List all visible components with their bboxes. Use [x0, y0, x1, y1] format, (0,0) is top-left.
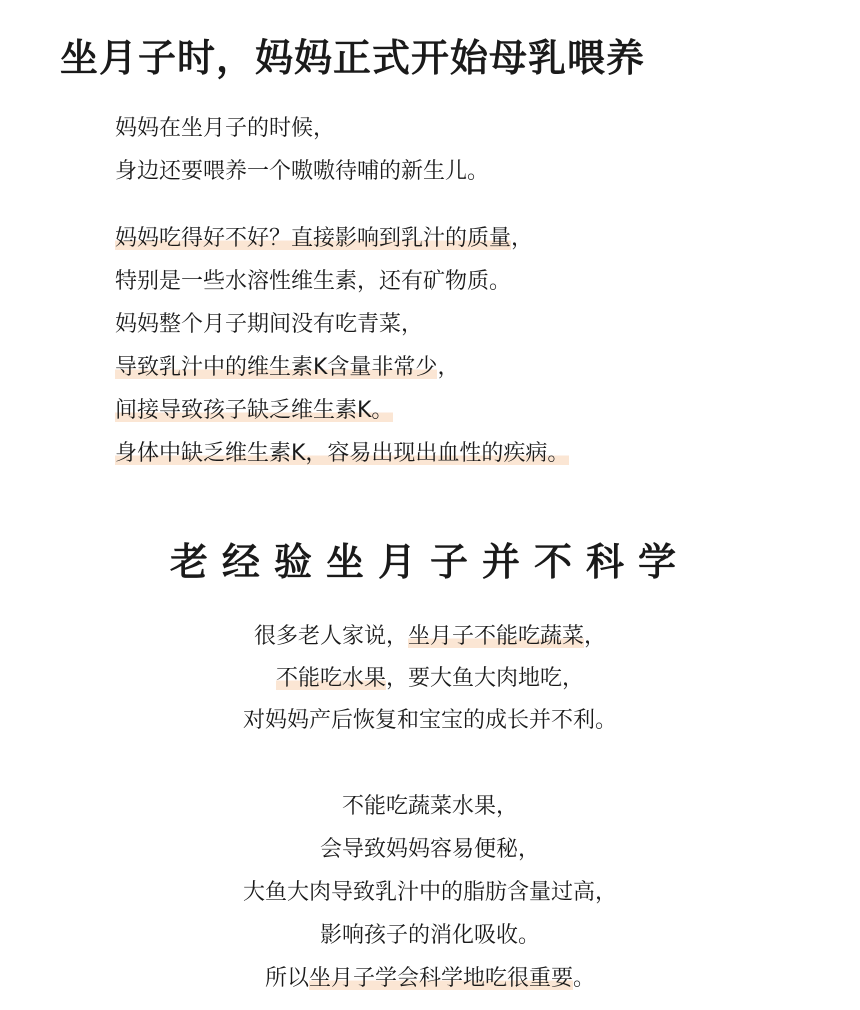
line-text: 特别是一些水溶性维生素，还有矿物质。: [115, 269, 512, 294]
line-text: 影响孩子的消化吸收。: [319, 923, 540, 948]
highlighted-text: 坐月子学会科学地吃很重要: [308, 966, 573, 991]
section2-para2-line-5: [0, 962, 860, 996]
line-text: 身边还要喂养一个嗷嗷待哺的新生儿。: [115, 159, 490, 184]
line-text: 大鱼大肉导致乳汁中的脂肪含量过高，: [242, 880, 617, 905]
section1-para2-line-5: [115, 394, 393, 428]
section1-para2-line-1: [115, 222, 533, 256]
highlighted-text: 不能吃水果: [275, 666, 386, 691]
highlighted-text: 间接导致孩子缺乏维生素K。: [115, 398, 394, 423]
section2-heading: 老经验坐月子并不科学: [169, 539, 690, 584]
section2-para2-line-1: [0, 790, 860, 824]
section1-para2-line-6: [115, 437, 569, 471]
section1-para2-line-4: [115, 351, 459, 385]
section1-para1-line-2: [115, 155, 489, 189]
line-tail-text: ，: [437, 355, 460, 380]
section1-para2-line-3: [115, 308, 423, 342]
line-tail-text: ，要大鱼大肉地吃，: [386, 666, 585, 691]
line-tail-text: 。: [573, 966, 596, 991]
section1-heading: 坐月子时，妈妈正式开始母乳喂养: [60, 35, 646, 80]
line-text: 妈妈在坐月子的时候，: [115, 116, 336, 141]
section2-para1-line-1: [0, 620, 860, 654]
highlighted-text: 身体中缺乏维生素K，容易出现出血性的疾病。: [115, 441, 570, 466]
line-tail-text: ，: [584, 624, 607, 649]
section1-para2-line-2: [115, 265, 511, 299]
section2-para1-line-2: [0, 662, 860, 696]
highlighted-text: 坐月子不能吃蔬菜: [407, 624, 584, 649]
line-text: 妈妈整个月子期间没有吃青菜: [115, 312, 402, 337]
line-tail-text: ，: [511, 226, 534, 251]
section2-para2-line-3: [0, 876, 860, 910]
section2-para2-line-2: [0, 833, 860, 867]
section2-para1-line-3: [0, 704, 860, 738]
line-text: 会导致妈妈容易便秘，: [319, 837, 540, 862]
line-tail-text: ，: [401, 312, 424, 337]
highlighted-text: 导致乳汁中的维生素K含量非常少: [115, 355, 438, 380]
section1-para1-line-1: [115, 112, 335, 146]
line-text: 很多老人家说，: [253, 624, 408, 649]
line-text: 对妈妈产后恢复和宝宝的成长并不利。: [242, 708, 617, 733]
highlighted-text: 妈妈吃得好不好？直接影响到乳汁的质量: [115, 226, 512, 251]
line-text: 不能吃蔬菜水果，: [341, 794, 518, 819]
section2-para2-line-4: [0, 919, 860, 953]
line-text: 所以: [264, 966, 309, 991]
